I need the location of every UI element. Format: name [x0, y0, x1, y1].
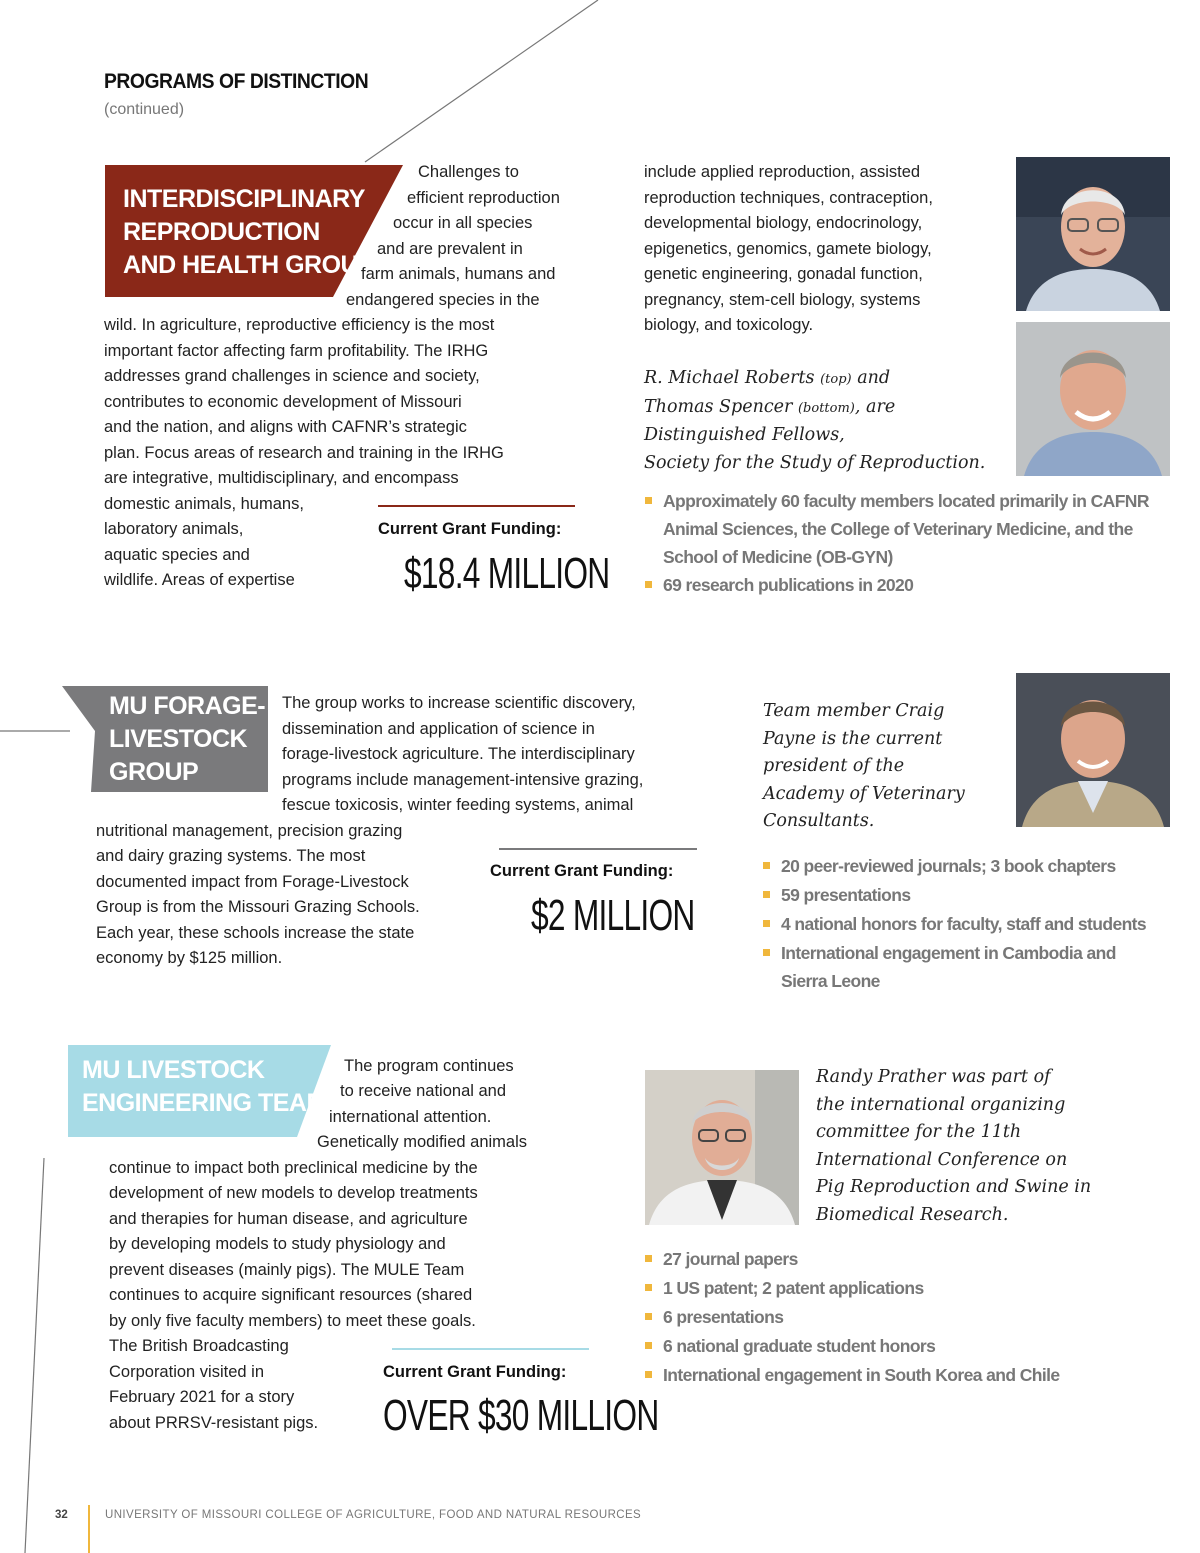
irhg-body-line: important factor affecting farm profitability. The IRHG	[104, 342, 489, 360]
irhg-body-line: wildlife. Areas of expertise	[104, 571, 295, 589]
forage-funding-label: Current Grant Funding:	[490, 862, 674, 880]
mule-body-line: by developing models to study physiology and	[109, 1235, 446, 1253]
bullet-item	[645, 1303, 1059, 1331]
irhg-body-line: and the nation, and aligns with CAFNR’s strategic	[104, 418, 467, 436]
irhg-badge-line: REPRODUCTION	[123, 218, 320, 246]
mule-body-line: by only five faculty members) to meet these goals.	[109, 1312, 476, 1330]
footer-text: UNIVERSITY OF MISSOURI COLLEGE OF AGRICULTURE, FOOD AND NATURAL RESOURCES	[105, 1509, 642, 1521]
mule-body-line: The British Broadcasting	[109, 1337, 289, 1355]
irhg-body-line: wild. In agriculture, reproductive efficiency is the most	[104, 316, 495, 334]
irhg-body-line: occur in all species	[393, 214, 533, 232]
irhg-badge-line: INTERDISCIPLINARY	[123, 185, 365, 213]
mule-body-line: about PRRSV-resistant pigs.	[109, 1414, 319, 1432]
mule-body-line: international attention.	[329, 1108, 492, 1126]
forage-badge-line: GROUP	[109, 758, 199, 786]
forage-body-line: Group is from the Missouri Grazing Schools.	[96, 898, 420, 916]
mule-body-line: development of new models to develop treatments	[109, 1184, 478, 1202]
irhg-body-line: farm animals, humans and	[361, 265, 556, 283]
caption-line: Distinguished Fellows,	[644, 425, 845, 445]
bullet-line: 4 national honors for faculty, staff and students	[781, 914, 1147, 934]
forage-badge-line: LIVESTOCK	[109, 725, 248, 753]
bullet-line: Approximately 60 faculty members located primarily in CAFNR	[663, 491, 1149, 511]
caption-line: Consultants.	[763, 811, 875, 831]
irhg-col2-line: include applied reproduction, assisted	[644, 163, 921, 181]
footer-divider	[88, 1505, 90, 1553]
irhg-col2-line: pregnancy, stem-cell biology, systems	[644, 291, 921, 309]
caption-are: , are	[854, 396, 896, 417]
irhg-body-line: contributes to economic development of Missouri	[104, 393, 462, 411]
mule-body-line: to receive national and	[340, 1082, 507, 1100]
forage-body-line: nutritional management, precision grazing	[96, 822, 403, 840]
bullet-item	[645, 1361, 1059, 1389]
mule-badge	[82, 1054, 327, 1120]
portrait-image	[645, 1070, 799, 1225]
page-number: 32	[55, 1509, 68, 1521]
bullet-line: Sierra Leone	[781, 971, 880, 991]
caption-name-bottom: Thomas Spencer	[644, 396, 793, 417]
caption-line: Biomedical Research.	[816, 1204, 1009, 1225]
mule-body-line: and therapies for human disease, and agriculture	[109, 1210, 468, 1228]
mule-bullets	[645, 1245, 1059, 1389]
mule-funding-value: OVER $30 MILLION	[383, 1391, 659, 1440]
irhg-col2-line: epigenetics, genomics, gamete biology,	[644, 240, 932, 258]
caption-line: Payne is the current	[763, 728, 943, 749]
bullet-item	[645, 1245, 1059, 1273]
caption-line: Pig Reproduction and Swine in	[816, 1177, 1092, 1197]
irhg-body-line: efficient reproduction	[407, 189, 560, 207]
bullet-line: International engagement in South Korea and Chile	[663, 1365, 1060, 1385]
mule-body-line: February 2021 for a story	[109, 1388, 295, 1406]
mule-body-line: Corporation visited in	[109, 1363, 264, 1381]
bullet-item	[645, 1274, 1059, 1302]
bullet-line: School of Medicine (OB-GYN)	[663, 547, 893, 567]
caption-line: Academy of Veterinary	[763, 783, 965, 804]
irhg-funding-value: $18.4 MILLION	[404, 549, 610, 598]
mule-badge-line: MU LIVESTOCK	[82, 1056, 265, 1084]
mule-body-line: Genetically modified animals	[317, 1133, 528, 1151]
mule-photo-caption	[816, 1064, 1091, 1229]
bullet-item	[645, 1332, 1059, 1360]
irhg-body-line: endangered species in the	[346, 291, 540, 309]
caption-and: and	[857, 368, 891, 388]
bullet-line: 59 presentations	[781, 885, 911, 905]
forage-body-line: Each year, these schools increase the state	[96, 924, 415, 942]
mule-body-line: continue to impact both preclinical medicine by the	[109, 1159, 478, 1177]
irhg-body-line: aquatic species and	[104, 546, 250, 564]
bullet-line: 6 national graduate student honors	[663, 1336, 936, 1356]
forage-body-line: programs include management-intensive grazing,	[282, 771, 644, 789]
caption-line: Team member Craig	[763, 701, 945, 721]
forage-body-line: fescue toxicosis, winter feeding systems, animal	[282, 796, 634, 814]
irhg-col2-line: genetic engineering, gonadal function,	[644, 265, 923, 283]
irhg-col2-line: developmental biology, endocrinology,	[644, 214, 923, 232]
forage-body-line: forage-livestock agriculture. The interdisciplinary	[282, 745, 635, 763]
forage-body-line: dissemination and application of science in	[282, 720, 595, 738]
caption-line: International Conference on	[816, 1149, 1068, 1170]
mule-body-line: prevent diseases (mainly pigs). The MULE Team	[109, 1261, 465, 1279]
bullet-line: 6 presentations	[663, 1307, 784, 1327]
forage-body-line: The group works to increase scientific discovery,	[282, 694, 636, 712]
forage-funding-value: $2 MILLION	[531, 891, 695, 940]
irhg-body-line: Challenges to	[418, 163, 519, 181]
caption-line: the international organizing	[816, 1094, 1066, 1115]
irhg-col2-line: biology, and toxicology.	[644, 316, 814, 334]
caption-position-bottom: (bottom)	[797, 400, 855, 416]
page-title: PROGRAMS OF DISTINCTION	[104, 70, 369, 93]
irhg-body-line: addresses grand challenges in science and society,	[104, 367, 480, 385]
caption-line: president of the	[763, 756, 905, 776]
page-subtitle: (continued)	[104, 101, 185, 118]
irhg-body-line: are integrative, multidisciplinary, and encompass	[104, 469, 459, 487]
bullet-line: 20 peer-reviewed journals; 3 book chapters	[781, 856, 1116, 876]
caption-position-top: (top)	[820, 372, 852, 387]
caption-name-top: R. Michael Roberts	[644, 368, 815, 388]
irhg-col2-line: reproduction techniques, contraception,	[644, 189, 933, 207]
irhg-body-line: laboratory animals,	[104, 520, 244, 538]
bullet-line: Animal Sciences, the College of Veterinary Medicine, and the	[663, 519, 1133, 539]
mule-funding-rule	[392, 1348, 589, 1350]
irhg-badge-line: AND HEALTH GROUP	[123, 251, 375, 279]
irhg-funding-label: Current Grant Funding:	[378, 520, 562, 538]
forage-body-line: and dairy grazing systems. The most	[96, 847, 366, 865]
photo-prather	[645, 1070, 799, 1225]
mule-body-line: continues to acquire significant resources (shared	[109, 1286, 473, 1304]
caption-line: Society for the Study of Reproduction.	[644, 452, 986, 473]
mule-badge-line: ENGINEERING TEAM	[82, 1089, 327, 1117]
mule-funding-label: Current Grant Funding:	[383, 1363, 567, 1381]
irhg-body-line: and are prevalent in	[377, 240, 523, 258]
irhg-body-line: plan. Focus areas of research and training in the IRHG	[104, 444, 504, 462]
caption-line: Randy Prather was part of	[816, 1067, 1051, 1087]
forage-body-line: documented impact from Forage-Livestock	[96, 873, 409, 891]
bullet-line: 27 journal papers	[663, 1249, 798, 1269]
irhg-body-line: domestic animals, humans,	[104, 495, 304, 513]
mule-body-line: The program continues	[344, 1057, 514, 1075]
caption-line: committee for the 11th	[816, 1122, 1022, 1142]
bullet-line: International engagement in Cambodia and	[781, 943, 1116, 963]
bullet-line: 69 research publications in 2020	[663, 575, 914, 595]
bullet-line: 1 US patent; 2 patent applications	[663, 1278, 924, 1298]
forage-badge-line: MU FORAGE-	[109, 692, 266, 720]
forage-body-line: economy by $125 million.	[96, 949, 283, 967]
